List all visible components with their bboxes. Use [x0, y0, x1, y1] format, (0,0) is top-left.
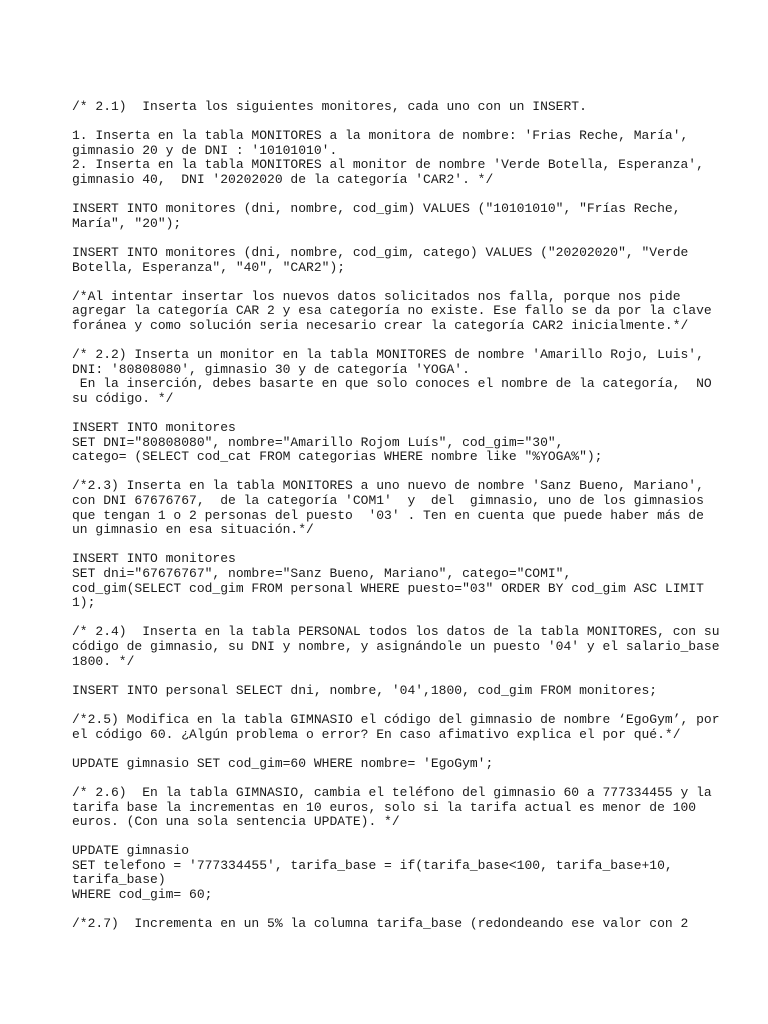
- text-line: gimnasio 40, DNI '20202020 de la categoría 'CAR2'. */: [72, 171, 494, 187]
- text-line: En la inserción, debes basarte en que solo conoces el nombre de la categoría, NO: [72, 376, 712, 392]
- paragraph: [72, 348, 712, 406]
- paragraph: [72, 711, 720, 742]
- text-line: INSERT INTO monitores: [72, 551, 236, 567]
- text-line: /*2.3) Inserta en la tabla MONITORES a uno nuevo de nombre 'Sanz Bueno, Mariano',: [72, 478, 704, 494]
- text-line: DNI: '80808080', gimnasio 30 y de categoría 'YOGA'.: [72, 361, 470, 377]
- text-line: agregar la categoría CAR 2 y esa categoría no existe. Ese fallo se da por la clave: [72, 303, 712, 319]
- text-line: su código. */: [72, 390, 174, 406]
- paragraph: [72, 786, 712, 830]
- text-line: que tengan 1 o 2 personas del puesto '03' . Ten en cuenta que puede haber más de: [72, 507, 704, 523]
- text-line: tarifa_base): [72, 872, 166, 888]
- text-line: /* 2.4) Inserta en la tabla PERSONAL todos los datos de la tabla MONITORES, con su: [72, 624, 720, 640]
- text-line: /*2.7) Incrementa en un 5% la columna tarifa_base (redondeando ese valor con 2: [72, 916, 689, 932]
- text-line: 1);: [72, 595, 96, 611]
- text-line: euros. (Con una sola sentencia UPDATE). */: [72, 814, 400, 830]
- paragraph: [72, 624, 720, 669]
- paragraph: [72, 844, 712, 902]
- paragraph: [72, 129, 712, 187]
- text-line: María", "20");: [72, 215, 182, 231]
- text-line: UPDATE gimnasio: [72, 843, 190, 859]
- text-line: Botella, Esperanza", "40", "CAR2");: [72, 259, 346, 275]
- text-line: tarifa base la incrementas en 10 euros, solo si la tarifa actual es menor de 100: [72, 799, 697, 815]
- document-body: [72, 99, 720, 946]
- text-line: 2. Inserta en la tabla MONITORES al monitor de nombre 'Verde Botella, Esperanza',: [72, 157, 704, 173]
- text-line: gimnasio 20 y de DNI : '10101010'.: [72, 142, 338, 158]
- paragraph: [72, 246, 712, 275]
- text-line: con DNI 67676767, de la categoría 'COM1' y del gimnasio, uno de los gimnasios: [72, 493, 704, 509]
- paragraph: [72, 552, 712, 610]
- paragraph: [72, 684, 712, 699]
- text-line: /*Al intentar insertar los nuevos datos solicitados nos falla, porque nos pide: [72, 288, 681, 304]
- text-line: /* 2.6) En la tabla GIMNASIO, cambia el teléfono del gimnasio 60 a 777334455 y la: [72, 784, 712, 800]
- paragraph: [72, 290, 712, 334]
- text-line: SET telefono = '777334455', tarifa_base = if(tarifa_base<100, tarifa_base+10,: [72, 857, 673, 873]
- text-line: INSERT INTO monitores: [72, 420, 236, 436]
- text-line: WHERE cod_gim= 60;: [72, 887, 213, 903]
- paragraph: [72, 917, 712, 932]
- text-line: foránea y como solución seria necesario crear la categoría CAR2 inicialmente.*/: [72, 317, 689, 333]
- text-line: INSERT INTO personal SELECT dni, nombre, '04',1800, cod_gim FROM monitores;: [72, 682, 658, 698]
- text-line: /*2.5) Modifica en la tabla GIMNASIO el código del gimnasio de nombre ‘EgoGym’, por: [72, 711, 720, 727]
- text-line: UPDATE gimnasio SET cod_gim=60 WHERE nombre= 'EgoGym';: [72, 755, 494, 771]
- text-line: 1. Inserta en la tabla MONITORES a la monitora de nombre: 'Frias Reche, María',: [72, 128, 689, 144]
- text-line: catego= (SELECT cod_cat FROM categorias WHERE nombre like "%YOGA%");: [72, 449, 603, 465]
- text-line: SET dni="67676767", nombre="Sanz Bueno, Mariano", catego="COMI",: [72, 566, 572, 581]
- paragraph: [72, 479, 712, 537]
- text-line: /* 2.1) Inserta los siguientes monitores, cada uno con un INSERT.: [72, 99, 587, 114]
- paragraph: [72, 757, 712, 772]
- text-line: código de gimnasio, su DNI y nombre, y asignándole un puesto '04' y el salario_base: [72, 638, 720, 654]
- text-line: el código 60. ¿Algún problema o error? En caso afimativo explica el por qué.*/: [72, 726, 681, 742]
- paragraph: [72, 421, 712, 465]
- text-line: cod_gim(SELECT cod_gim FROM personal WHERE puesto="03" ORDER BY cod_gim ASC LIMIT: [72, 580, 704, 596]
- text-line: SET DNI="80808080", nombre="Amarillo Rojom Luís", cod_gim="30",: [72, 434, 564, 450]
- text-line: un gimnasio en esa situación.*/: [72, 522, 314, 538]
- text-line: 1800. */: [72, 653, 135, 669]
- text-line: INSERT INTO monitores (dni, nombre, cod_gim, catego) VALUES ("20202020", "Verde: [72, 244, 689, 260]
- text-line: /* 2.2) Inserta un monitor en la tabla MONITORES de nombre 'Amarillo Rojo, Luis',: [72, 347, 704, 363]
- text-line: INSERT INTO monitores (dni, nombre, cod_gim) VALUES ("10101010", "Frías Reche,: [72, 201, 681, 217]
- paragraph: [72, 100, 712, 115]
- paragraph: [72, 202, 712, 231]
